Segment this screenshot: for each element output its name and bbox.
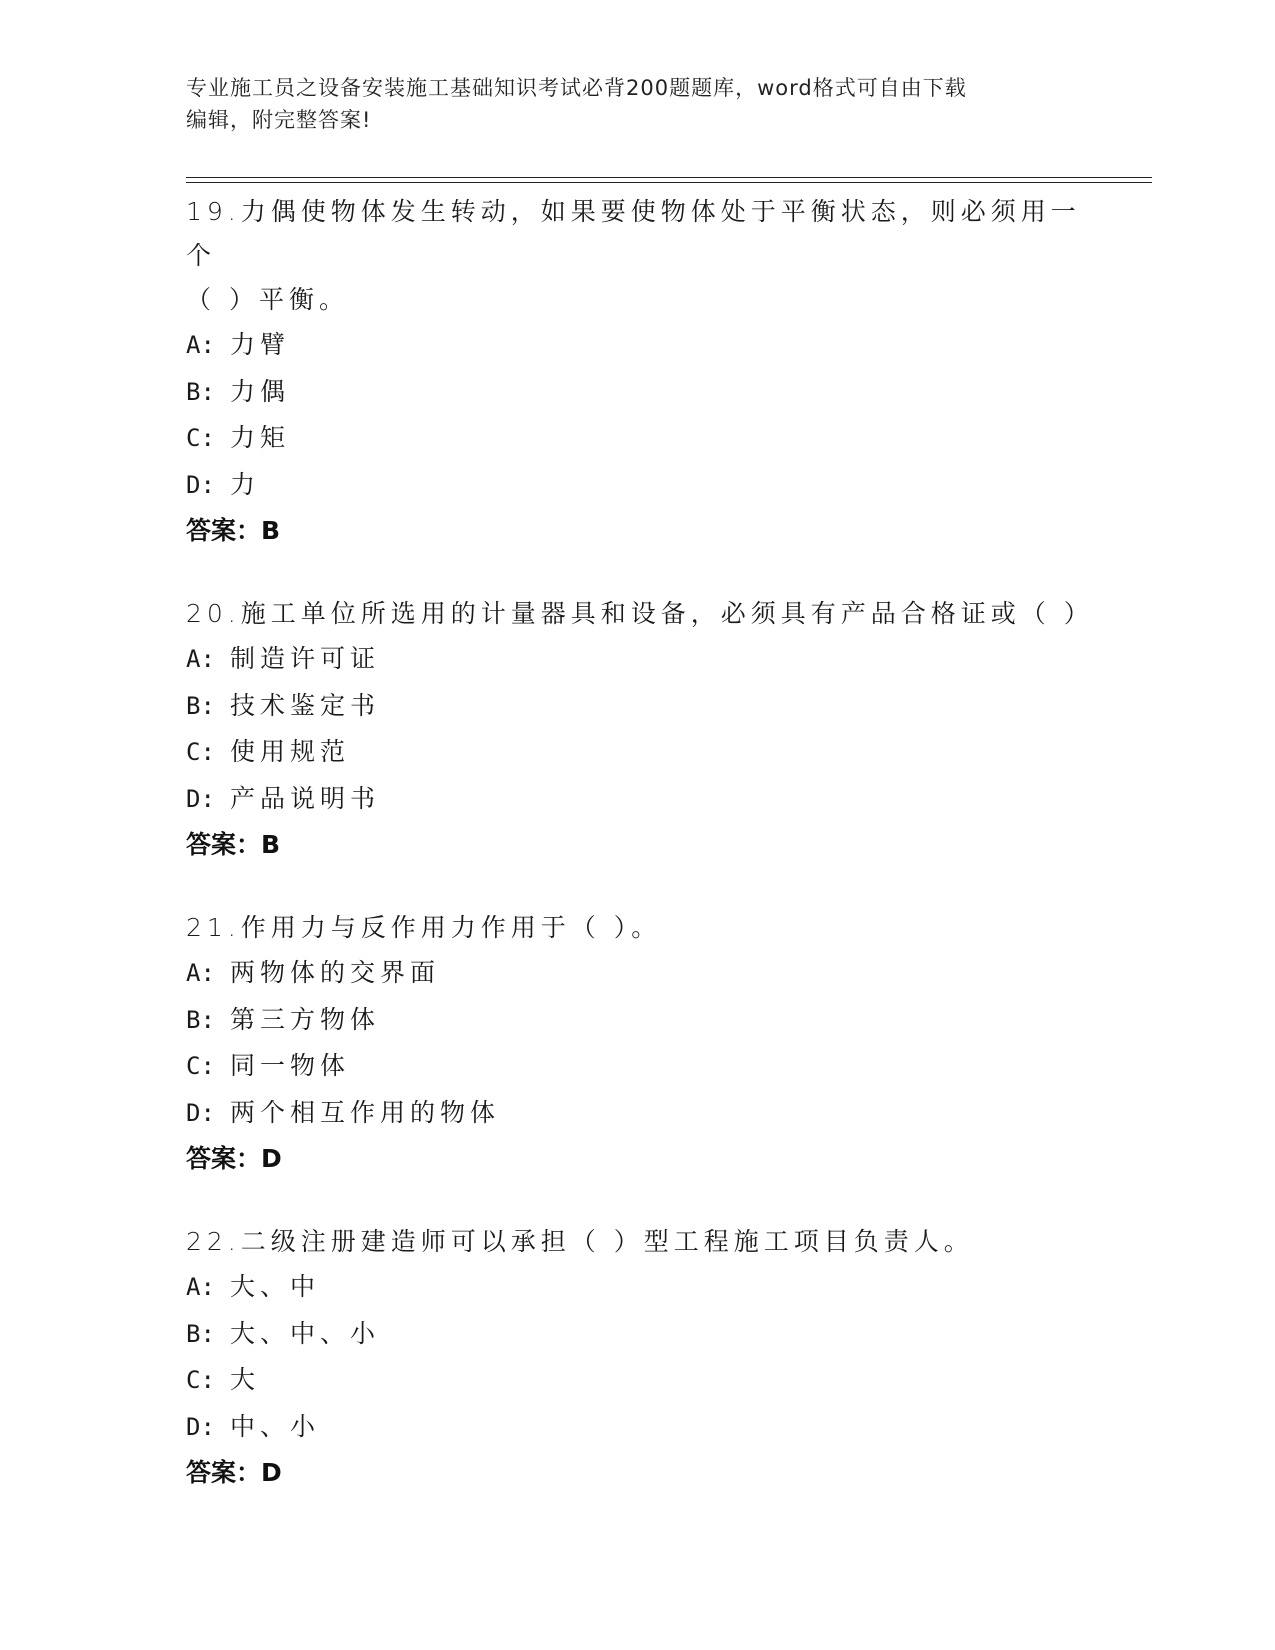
answer-label: 答案：: [186, 1144, 262, 1173]
answer: [186, 1450, 1086, 1496]
option-text: 第三方物体: [230, 1004, 381, 1034]
answer-value: B: [261, 830, 281, 859]
question-list: [186, 190, 1094, 1534]
option-key: D:: [186, 1098, 215, 1127]
question-21: [186, 906, 1086, 1182]
question-stem-line-1: 22.二级注册建造师可以承担（ ）型工程施工项目负责人。: [186, 1227, 974, 1256]
option-key: B:: [186, 377, 215, 406]
option-text: 大、中: [230, 1272, 321, 1301]
option-text: 产品说明书: [230, 783, 381, 813]
answer-label: 答案：: [186, 1458, 262, 1487]
header-line-2: 编辑，附完整答案!: [186, 108, 372, 132]
header-divider-bottom: [186, 182, 1152, 183]
header-line-1: 专业施工员之设备安装施工基础知识考试必背200题题库，word格式可自由下载: [186, 76, 967, 100]
question-20: [186, 592, 1094, 868]
answer: [186, 1136, 1086, 1182]
option-text: 力矩: [230, 423, 291, 452]
question-22: [186, 1220, 1086, 1496]
option-text: 两物体的交界面: [230, 958, 441, 987]
answer-label: 答案：: [186, 516, 262, 545]
option-key: D:: [186, 784, 215, 813]
option-b: [186, 997, 1086, 1044]
option-c: [186, 1043, 1086, 1090]
answer-value: D: [261, 1144, 282, 1173]
option-text: 使用规范: [230, 737, 351, 766]
question-stem-line-1: 19.力偶使物体发生转动，如果要使物体处于平衡状态，则必须用一个: [186, 197, 1081, 270]
option-b: [186, 369, 1086, 416]
option-key: A:: [186, 331, 215, 359]
option-d: [186, 1404, 1086, 1451]
option-a: [186, 950, 1086, 997]
option-text: 大、中、小: [230, 1318, 381, 1348]
option-c: [186, 729, 1086, 776]
option-a: [186, 322, 1086, 369]
option-b: [186, 683, 1086, 730]
option-key: B:: [186, 691, 215, 720]
option-c: [186, 1357, 1086, 1404]
question-19: [186, 190, 1086, 554]
option-b: [186, 1311, 1086, 1358]
option-d: [186, 1090, 1086, 1137]
option-text: 中、小: [230, 1411, 321, 1441]
option-a: [186, 1264, 1086, 1311]
option-key: A:: [186, 959, 215, 987]
option-key: A:: [186, 1273, 215, 1301]
header-divider-top: [186, 177, 1152, 178]
option-text: 大: [230, 1365, 261, 1394]
answer-value: D: [261, 1458, 282, 1487]
option-text: 力臂: [230, 330, 291, 359]
document-header: [186, 72, 1066, 136]
option-a: [186, 636, 1086, 683]
option-key: D:: [186, 470, 215, 499]
option-key: C:: [186, 424, 215, 452]
option-d: [186, 462, 1086, 509]
option-text: 力: [230, 469, 261, 499]
option-key: B:: [186, 1319, 215, 1348]
option-text: 两个相互作用的物体: [230, 1097, 501, 1127]
option-key: B:: [186, 1005, 215, 1034]
answer-label: 答案：: [186, 830, 262, 859]
option-c: [186, 415, 1086, 462]
question-stem-line-1: 21.作用力与反作用力作用于（ ）。: [186, 913, 662, 942]
option-text: 力偶: [230, 376, 291, 406]
option-key: A:: [186, 645, 215, 673]
option-text: 技术鉴定书: [230, 690, 381, 720]
option-d: [186, 776, 1086, 823]
option-key: D:: [186, 1412, 215, 1441]
question-stem-line-2: （ ）平衡。: [186, 285, 349, 314]
option-text: 同一物体: [230, 1051, 351, 1080]
option-key: C:: [186, 1366, 215, 1394]
option-key: C:: [186, 1052, 215, 1080]
answer: [186, 508, 1086, 554]
option-key: C:: [186, 738, 215, 766]
answer-value: B: [261, 516, 281, 545]
answer: [186, 822, 1086, 868]
question-stem-line-1: 20.施工单位所选用的计量器具和设备，必须具有产品合格证或（ ）: [186, 599, 1094, 628]
option-text: 制造许可证: [230, 644, 381, 673]
